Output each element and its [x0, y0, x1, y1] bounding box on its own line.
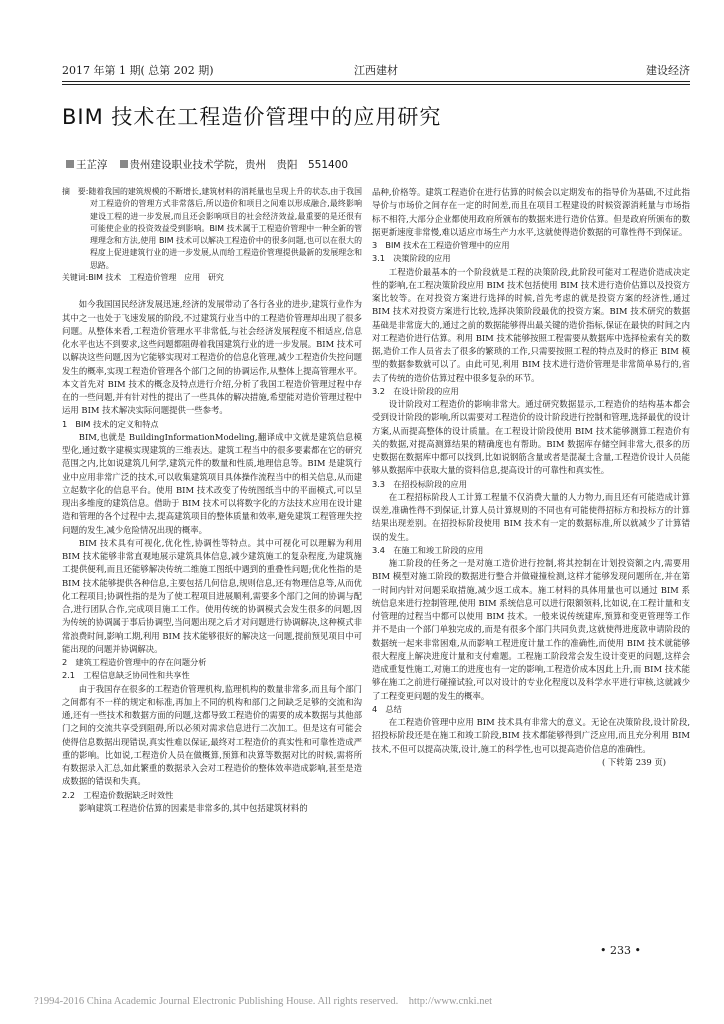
left-column — [62, 186, 362, 815]
abstract — [62, 186, 362, 272]
keywords-text: BIM 技术 工程造价管理 应用 研究 — [88, 273, 224, 283]
issue-info: 2017 年第 1 期( 总第 202 期) — [62, 64, 214, 77]
abstract-text: 随着我国的建筑规模的不断增长,建筑材料的消耗量也呈现上升的状态,由于我国对工程造价的管理方式非常落后,所以造价和项目之间难以形成融合,最终影响建设工程的进一步发展,而且还会影响项目的社会经济效益,最重要的是还很有可能使企业的投资效益受到影响。BIM 技术属于工程造价管理中一种全新的管理理念和方法,使用 BIM 技术可以解决工程造价中的很多问题,也可以在很大的程度上促进建筑行业的进一步发展,从而给工程造价管理提供最新的发展理念和思路。 — [88, 187, 362, 270]
section-heading: 1 BIM 技术的定义和特点 — [62, 418, 159, 429]
paragraph: BIM,也就是 BuildingInformationModeling,翻译成中文就是建筑信息模型化,通过数字建模实现建筑的三维表达。建筑工程当中的很多要素都在它的研究范围之内,比如说建筑几何学,建筑元件的数量和性质,地理信息等。BIM 是建筑行业中应用非常广泛的技术,可以收集建筑项目具体操作流程当中的相关信息,从而建立起数字化的信息平台。使用 BIM 技术改变了传统图纸当中的平面模式,可以呈现出多维度的建筑信息。借助于 BIM 技术可以将数字化的方法技术应用在设计建造和管理的各个过程中去,提高建筑项目的整体质量和效率,避免建筑工程管理失控问题的发生,减少危险情况出现的概率。 — [62, 431, 362, 535]
running-header — [62, 63, 690, 79]
journal-name: 江西建材 — [354, 64, 398, 77]
paragraph: 影响建筑工程造价估算的因素是非常多的,其中包括建筑材料的 — [78, 802, 308, 813]
paragraph: 工程造价最基本的一个阶段就是工程的决策阶段,此阶段可能对工程造价造成决定性的影响,在工程决策阶段应用 BIM 技术包括使用 BIM 技术进行造价估算以及投资方案比较等。在对投资方案进行选择的时候,首先考虑的就是投资方案的经济性,通过 BIM 技术对投资方案进行比较,选择决策阶段最优的投资方案。BIM 技术研究的数据基础是非常庞大的,通过之前的数据能够得出最关键的造价指标,保证在最快的时间之内对工程造价进行估算。利用 BIM 技术能够按照工程需要从数据库中选择检索有关的数据,造价工作人员省去了很多的繁琐的工作,只需要按照工程的特点及时的修正 BIM 模型的数据参数就可以了。由此可见,利用 BIM 技术进行造价管理是非常简单易行的,省去了传统的造价估算过程中很多复杂的环节。 — [372, 266, 690, 383]
header-rule-thick — [62, 81, 690, 82]
header-rule-thin — [62, 84, 690, 85]
author-affiliation: 贵州建设职业技术学院，贵州 贵阳 551400 — [129, 159, 349, 171]
section-heading: 4 总结 — [372, 703, 402, 714]
keywords — [62, 272, 362, 284]
abstract-block — [62, 186, 362, 284]
section-heading: 3.4 在施工和竣工阶段的应用 — [372, 544, 484, 555]
continuation-note: ( 下转第 239 页) — [601, 756, 666, 767]
section-heading: 2 建筑工程造价管理中的存在问题分析 — [62, 657, 207, 668]
affiliation-marker-icon — [120, 160, 128, 168]
copyright-footer: ?1994-2016 China Academic Journal Electronic Publishing House. All rights reserved. http://www.cnki.net — [34, 996, 493, 1007]
section-heading: 3.3 在招投标阶段的应用 — [372, 478, 467, 489]
abstract-label: 摘 要: — [62, 187, 89, 196]
right-column — [372, 186, 690, 769]
section-heading: 3 BIM 技术在工程造价管理中的应用 — [372, 240, 510, 250]
left-body-text — [62, 298, 362, 815]
section-heading: 3.1 决策阶段的应用 — [372, 253, 451, 264]
author-name: 王芷淳 — [76, 159, 108, 171]
page-number: • 233 • — [600, 944, 641, 957]
paragraph: 设计阶段对工程造价的影响非常大。通过研究数据显示,工程造价的结构基本都会受到设计阶段的影响,所以需要对工程造价的设计阶段进行控制和管理,选择最优的设计方案,从而提高整体的设计质量。在工程设计阶段使用 BIM 技术能够测算工程造价有关的数据,对提高测算结果的精确度也有帮助。BIM 数据库存储空间非常大,很多的历史数据在数据库中都可以找到,比如说钢筋含量或者是混凝土含量,工程造价设计人员能够从数据库中获取大量的资料信息,提高设计的可靠性和真实性。 — [372, 399, 690, 476]
paragraph: 由于我国存在很多的工程造价管理机构,监理机构的数量非常多,而且每个部门之间都有不一样的规定和标准,再加上不同的机构和部门之间缺乏足够的交流和沟通,还有一些技术和数据方面的问题,这都导致工程造价的需要的成本数据与其他部门之间的交流共享受到阻碍,所以必须对需求信息进行二次加工。但是这有可能会使得信息数据出现错误,真实性难以保证,最终对工程造价的真实性和可靠性造成严重的影响。比如说,工程造价人员在做概算,预算和决算等数据对比的时候,需将所有数据录入汇总,如此繁重的数据录入会对工程造价的整体效率造成影响,甚至是造成数据的错误和失真。 — [62, 683, 362, 787]
author-marker-icon — [66, 160, 74, 168]
section-heading: 2.1 工程信息缺乏协同性和共享性 — [62, 670, 190, 681]
paragraph: 如今我国国民经济发展迅速,经济的发展带动了各行各业的进步,建筑行业作为其中之一也处于飞速发展的阶段,不过建筑行业当中的工程造价管理却出现了很多问题。从整体来看,工程造价管理水平非常低,与社会经济发展程度不相适应,信息化水平也达不到要求,这些问题都阻碍着我国建筑行业的进一步发展。BIM 技术可以解决这些问题,因为它能够实现对工程造价的信息化管理,减少工程造价失控问题发生的概率,实现工程造价管理各个部门之间的协调运作,从整体上提高管理水平。本文首先对 BIM 技术的概念及特点进行介绍,分析了我国工程造价管理过程中存在的一些问题,并有针对性的提出了一些具体的解决措施,希望能对造价管理过程中运用 BIM 技术解决实际问题提供一些参考。 — [62, 299, 362, 416]
paragraph: 品种,价格等。建筑工程造价在进行估算的时候会以定期发布的指导价为基础,不过此指导价与市场价之间存在一定的时间差,而且在项目工程建设的时候资源消耗量与市场指标不相符,大部分企业都使用政府所颁布的数据来进行造价估算。但是政府所颁布的数据更新速度非常慢,难以适应市场生产力水平,这就使得造价数据的可靠性得不到保证。 — [372, 187, 690, 237]
right-body-text — [372, 186, 690, 769]
paragraph: BIM 技术具有可视化,优化性,协调性等特点。其中可视化可以理解为利用 BIM 技术能够非常直观地展示建筑具体信息,减少建筑施工的复杂程度,为建筑施工提供便利,而且还能够解决传统二维施工图纸中遇到的重叠性问题;优化性指的是 BIM 技术能够提供各种信息,主要包括几何信息,规则信息,还有物理信息等,从而优化工程项目;协调性指的是为了使工程项目进展顺利,需要多个部门之间的协调与配合,进行团队合作,完成项目施工工作。使用传统的协调模式会发生很多的问题,因为传统的协调属于事后协调型,当问题出现之后才对问题进行协调解决,这种模式非常浪费时间,影响工期,利用 BIM 技术能够很好的解决这一问题,提前预见项目中可能出现的问题并协调解决。 — [62, 537, 362, 654]
section-name: 建设经济 — [646, 64, 690, 77]
paragraph: 在工程招标阶段人工计算工程量不仅消费大量的人力物力,而且还有可能造成计算误差,准确性得不到保证,计算人员计算规则的不同也有可能使得招标方和投标方的计算结果出现差别。在招投标阶段使用 BIM 技术有一定的数据标准,所以就减少了计算错误的发生。 — [372, 491, 690, 542]
paragraph: 在工程造价管理中应用 BIM 技术具有非常大的意义。无论在决策阶段,设计阶段,招投标阶段还是在施工和竣工阶段,BIM 技术都能够得到广泛应用,而且充分利用 BIM 技术,不但可以提高决策,设计,施工的科学性,也可以提高造价信息的准确性。 — [372, 717, 690, 754]
section-heading: 3.2 在设计阶段的应用 — [372, 385, 459, 396]
keywords-label: 关键词: — [62, 273, 89, 283]
paragraph: 施工阶段的任务之一是对施工造价进行控制,将其控制在计划投资额之内,需要用 BIM 模型对施工阶段的数据进行整合并做碰撞检测,这样才能够发现问题所在,并在第一时间内针对问题采取措施,减少返工成本。施工材料的具体用量也可以通过 BIM 系统信息来进行控制管理,使用 BIM 系统信息可以进行限额领料,比如说,在工程计量和支付管理的过程当中都可以使用 BIM 技术。一般来说传统建库,预算和变更管理等工作并不是由一个部门单独完成的,而是有很多个部门共同负责,这就使得进度款申请阶段的数据统一起来非常困难,从而影响工程进度计量工作的准确性,而使用 BIM 技术就能够很大程度上解决进度计量和支付难题。工程施工阶段常会发生设计变更的问题,这样会造成重复性施工,对施工的进度也有一定的影响,工程造价成本因此上升,而 BIM 技术能够在施工之前进行碰撞试验,可以对设计的专业化程度以及科学水平进行审核,这就减少了工程变更问题的发生的概率。 — [372, 558, 690, 701]
article-title: BIM 技术在工程造价管理中的应用研究 — [62, 105, 442, 129]
section-heading: 2.2 工程造价数据缺乏时效性 — [62, 789, 174, 800]
author-line — [66, 157, 348, 172]
